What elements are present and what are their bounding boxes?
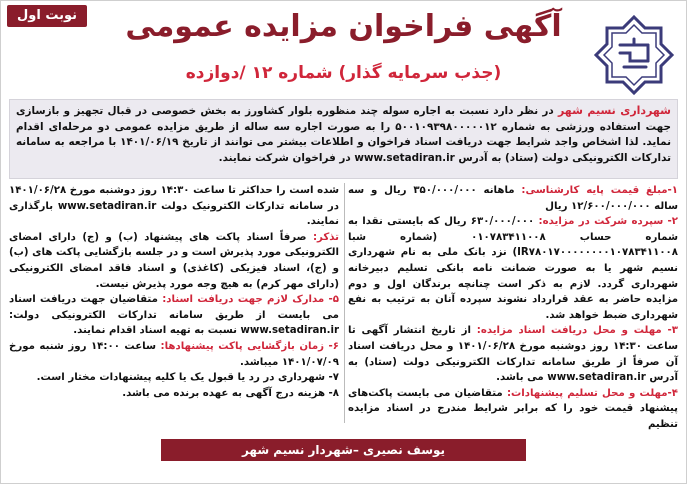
- clause-4: [348, 386, 678, 433]
- municipality-seal-icon: [594, 15, 674, 95]
- publication-round-badge: نوبت اول: [7, 5, 87, 27]
- clause-text: ۶۳۰/۰۰۰/۰۰۰ ریال که بایستی نقدا به شماره حساب ۰۱۰۷۸۳۴۱۱۰۰۸ (شماره شبا IR۷۸۰۱۷۰۰۰۰۰۰۰۰۱۰۷۸۳۴۱۱۰۰۸) نزد بانک ملی به نام شهرداری نسیم شهر یا به صورت ضمانت نامه بانکی تسلیم دبیرخانه شهرداری گردد. لازم به ذکر است چنانچه برندگان اول و دوم مزایده حاضر به عقد قرارداد نشوند سپرده آنان به ترتیب به نفع شهرداری ضبط خواهد شد.: [348, 216, 678, 321]
- left-column: [9, 183, 339, 423]
- clause-heading: ۲- سپرده شرکت در مزایده:: [538, 216, 679, 228]
- clause-text: ساعت ۱۴:۰۰ روز شنبه مورخ ۱۴۰۱/۰۷/۰۹ میباشد.: [9, 340, 339, 368]
- right-column: [348, 183, 679, 430]
- column-divider: [344, 183, 345, 423]
- intro-highlight: شهرداری نسیم شهر: [557, 104, 671, 117]
- clause-text: متقاضیان می بایست پاکت‌های پیشنهاد قیمت خود را که برابر شرایط مندرج در اسناد مزایده تنظیم: [348, 387, 678, 430]
- clause-text: صرفاً اسناد پاکت های پیشنهاد (ب) و (ج) دارای امضای الکترونیکی مورد پذیرش است و در جلسه بازگشایی پاکت های (ب) و (ج)، اسناد فیزیکی (کاغذی) و اسناد فاقد امضای الکترونیکی (دارای مهر کرم) به هیچ وجه مورد پذیرش نیست.: [9, 231, 339, 290]
- clause-2: [348, 214, 678, 323]
- clause-heading: ۱-مبلغ قیمت پایه کارشناسی:: [521, 185, 678, 196]
- intro-paragraph: [9, 99, 678, 179]
- clause-text: ۷- شهرداری در رد یا قبول یک یا کلیه پیشنهادات مختار است.: [36, 372, 339, 384]
- clause-note: [9, 230, 339, 292]
- clause-7: [9, 370, 339, 386]
- intro-text: در نظر دارد نسبت به اجاره سوله چند منظوره بلوار کشاورز به بخش خصوصی در قبال تجهیز و بازسازی جهت استفاده ورزشی به شماره ۵۰۰۱۰۹۳۹۸۰۰۰۰۰۱۲ را به صورت اجاره سه ساله از طریق مزایده عمومی دو مرحله‌ای اقدام نماید. لذا اشخاص واجد شرایط جهت دریافت اسناد فراخوان و اطلاعات بیشتر می توانند از تاریخ ۱۴۰۱/۰۶/۱۹ با مراجعه به سامانه تدارکات الکترونیکی دولت (ستاد) به آدرس www.setadiran.ir در فراخوان شرکت نمایند.: [16, 105, 672, 164]
- conditions-columns: [9, 183, 679, 430]
- signature-footer: یوسف نصیری –شهردار نسیم شهر: [161, 439, 526, 461]
- clause-text: ۸- هزینه درج آگهی به عهده برنده می باشد.: [122, 387, 339, 399]
- page-title: آگهی فراخوان مزایده عمومی: [125, 9, 562, 44]
- clause-1: [348, 183, 678, 214]
- page-subtitle: (جذب سرمایه گذار) شماره ۱۲ /دوازده: [185, 63, 502, 83]
- clause-heading: ۶- زمان بازگشایی پاکت پیشنهادها:: [160, 340, 339, 352]
- clause-4-continued: [9, 183, 339, 230]
- clause-text: متقاضیان جهت دریافت اسناد می بایست از طریق سامانه تدارکات الکترونیکی دولت: www.setadiran.ir نسبت به تهیه اسناد اقدام نمایند.: [9, 294, 339, 337]
- clause-heading: ۵- مدارک لازم جهت دریافت اسناد:: [162, 294, 339, 306]
- clause-text: شده است را حداکثر تا ساعت ۱۴:۳۰ روز دوشنبه مورخ ۱۴۰۱/۰۶/۲۸ در سامانه تدارکات الکترونیک دولت www.setadiran.ir بارگذاری نمایند.: [9, 185, 339, 228]
- clause-text: از تاریخ انتشار آگهی تا ساعت ۱۴:۳۰ روز دوشنبه مورخ ۱۴۰۱/۰۶/۲۸ و محل دریافت اسناد آن صرفاً از طریق سامانه تدارکات الکترونیکی دولت (ستاد) به آدرس www.setadiran.ir می باشد.: [348, 325, 678, 384]
- clause-heading: ۴-مهلت و محل تسلیم پیشنهادات:: [506, 387, 678, 399]
- clause-6: [9, 339, 339, 370]
- clause-5: [9, 292, 339, 339]
- clause-heading: تذکر:: [312, 231, 339, 243]
- clause-8: [9, 386, 339, 402]
- clause-text: ماهانه ۳۵۰/۰۰۰/۰۰۰ ریال و سه ساله ۱۲/۶۰۰/۰۰۰/۰۰۰ ریال: [348, 185, 678, 212]
- clause-3: [348, 323, 678, 385]
- clause-heading: ۳- مهلت و محل دریافت اسناد مزایده:: [476, 325, 678, 337]
